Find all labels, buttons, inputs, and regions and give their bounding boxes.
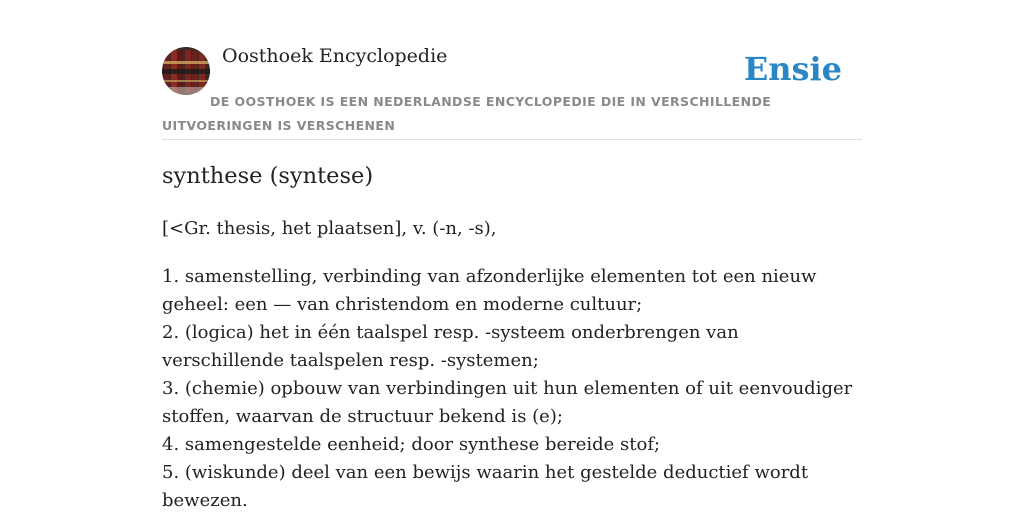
header-divider — [162, 139, 862, 140]
brand-logo[interactable]: Ensie — [743, 50, 842, 88]
definition-item: 3. (chemie) opbouw van verbindingen uit hun elementen of uit eenvoudiger stoffen, waarvan de structuur bekend is (e); — [162, 378, 853, 427]
definition-item: 1. samenstelling, verbinding van afzonderlijke elementen tot een nieuw geheel: een — van christendom en moderne cultuur; — [162, 266, 817, 315]
definition-item: 2. (logica) het in één taalspel resp. -systeem onderbrengen van verschillende taalspelen resp. -systemen; — [162, 322, 739, 371]
source-name[interactable]: Oosthoek Encyclopedie — [222, 45, 448, 67]
definition-item: 5. (wiskunde) deel van een bewijs waarin het gestelde deductief wordt bewezen. — [162, 462, 809, 511]
definition-item: 4. samengestelde eenheid; door synthese bereide stof; — [162, 434, 661, 455]
entry-page — [162, 0, 862, 512]
page-title: synthese (syntese) — [162, 163, 374, 189]
definition-list — [162, 263, 862, 515]
etymology: [<Gr. thesis, het plaatsen], v. (-n, -s), — [162, 218, 497, 239]
book-spines-icon[interactable] — [162, 47, 210, 95]
source-description: DE OOSTHOEK IS EEN NEDERLANDSE ENCYCLOPEDIE DIE IN VERSCHILLENDE UITVOERINGEN IS VERSCHENEN — [162, 94, 772, 133]
